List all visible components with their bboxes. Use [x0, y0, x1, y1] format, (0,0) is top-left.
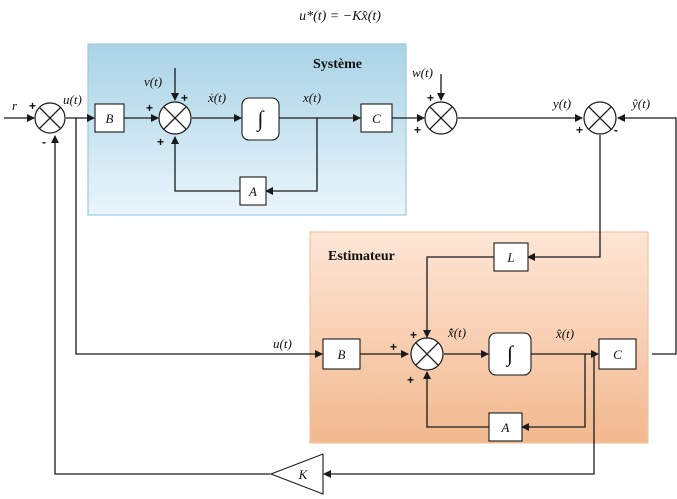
- x-label: x(t): [303, 90, 322, 105]
- sum5-plus-left-sign: +: [390, 340, 398, 354]
- system-a-block: [240, 177, 266, 205]
- sum1-minus-sign: -: [42, 135, 46, 149]
- svg-text:B: B: [105, 111, 114, 126]
- svg-text:L: L: [507, 250, 515, 265]
- svg-text:∫: ∫: [257, 106, 264, 131]
- sum3-plus-left-sign: +: [414, 123, 422, 137]
- u-label: u(t): [63, 92, 82, 107]
- svg-text:A: A: [501, 420, 510, 435]
- u-estimator-label: u(t): [273, 336, 292, 351]
- gain-k-block: [271, 454, 323, 494]
- system-c-block: [361, 104, 392, 132]
- sum2-plus-left-sign: +: [146, 101, 154, 115]
- sum4-minus-sign: -: [614, 123, 618, 137]
- svg-text:K: K: [298, 467, 308, 482]
- v-label: v(t): [144, 74, 163, 89]
- w-label: w(t): [412, 65, 433, 80]
- xdot-label: ẋ(t): [208, 90, 227, 105]
- svg-text:C: C: [613, 347, 622, 362]
- estimator-l-block: [494, 243, 528, 271]
- xhatdot-label: x̂̇(t): [448, 325, 467, 340]
- sum5-plus-top-sign: +: [410, 328, 418, 342]
- y-label: y(t): [553, 96, 572, 111]
- system-integrator-block: [242, 98, 279, 140]
- sum2-plus-bottom-sign: +: [157, 135, 165, 149]
- estimator-c-block: [599, 339, 636, 369]
- summing-junction-3: [425, 102, 457, 134]
- r-label: r: [12, 98, 18, 113]
- summing-junction-2: [159, 102, 191, 134]
- svg-text:A: A: [249, 184, 257, 199]
- sum3-plus-top-sign: +: [427, 91, 435, 105]
- sum5-plus-bottom-sign: +: [407, 373, 415, 387]
- estimator-integrator-block: [489, 333, 531, 375]
- svg-text:B: B: [337, 347, 346, 362]
- sum2-plus-top-sign: +: [181, 91, 189, 105]
- estimator-a-block: [489, 413, 522, 441]
- estimator-title: Estimateur: [328, 249, 395, 264]
- yhat-label: ŷ(t): [632, 96, 651, 111]
- summing-junction-5: [411, 338, 443, 370]
- summing-junction-1: [35, 103, 65, 133]
- sum4-plus-sign: +: [576, 123, 584, 137]
- summing-junction-4: [584, 102, 616, 134]
- svg-text:∫: ∫: [506, 341, 514, 366]
- control-law-formula: u*(t) = −Kx̂(t): [299, 9, 381, 24]
- svg-text:C: C: [372, 111, 381, 126]
- sum1-plus-sign: +: [29, 99, 37, 113]
- estimator-b-block: [323, 339, 360, 369]
- xhat-label: x̂(t): [556, 326, 575, 341]
- system-b-block: [95, 104, 124, 132]
- system-title: Système: [313, 57, 362, 72]
